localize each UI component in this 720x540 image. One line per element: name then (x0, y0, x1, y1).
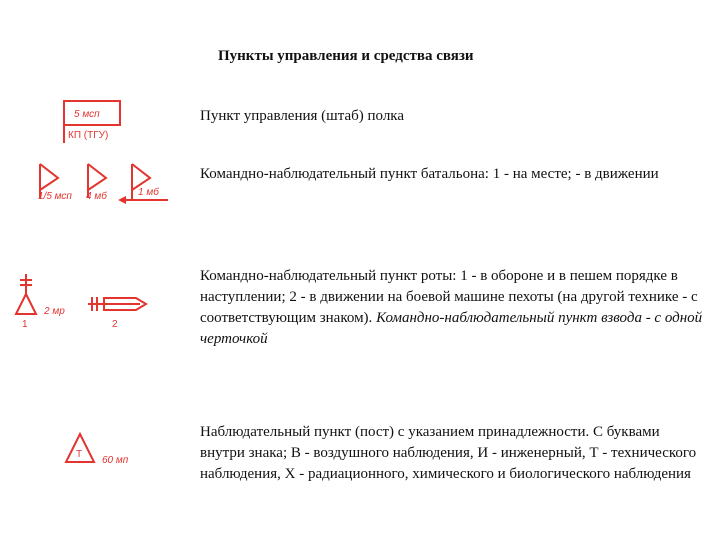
company-unit-label: 2 мр (44, 306, 65, 317)
item-1-description: Пункт управления (штаб) полка (200, 108, 405, 124)
item-3-italic-text: Командно-наблюдательный пункт взвода - с одной черточкой (200, 310, 703, 347)
flag-2-label: 4 мб (86, 191, 107, 202)
company-kop-symbol (8, 272, 158, 332)
item-3-description (200, 266, 705, 350)
op-letter: Т (76, 449, 83, 460)
item-2-text: Командно-наблюдательный пункт батальона: 1 - на месте; - в движении (200, 166, 659, 182)
company-num-1: 1 (22, 319, 28, 330)
regiment-hq-symbol (60, 95, 130, 145)
flag-1 (40, 164, 58, 190)
flag-1-label: 1/5 мсп (38, 191, 72, 202)
hq-unit-label: 5 мсп (74, 109, 100, 120)
company-triangle (16, 294, 36, 314)
observation-post-symbol (62, 432, 142, 468)
flag-3-label: 1 мб (138, 187, 159, 198)
item-2-description (200, 164, 705, 185)
company-num-2: 2 (112, 319, 118, 330)
flag-2 (88, 164, 106, 190)
page-title: Пункты управления и средства связи (218, 48, 474, 64)
battalion-kop-symbol (30, 160, 195, 215)
hq-caption-label: КП (ТГУ) (68, 130, 109, 141)
op-unit-label: 60 мп (102, 455, 129, 466)
item-3-text: Командно-наблюдательный пункт роты: 1 - в обороне и в пешем порядке в наступлении; 2 - в движении на боевой машине пехоты (на другой технике - с соответствующим знаком). (200, 268, 698, 326)
item-4-description: Наблюдательный пункт (пост) с указанием принадлежности. С буквами внутри знака; В - воздушного наблюдения, И - инженерный, Т - технического наблюдения, Х - радиационного, химического и биологического наблюдения (200, 424, 697, 482)
